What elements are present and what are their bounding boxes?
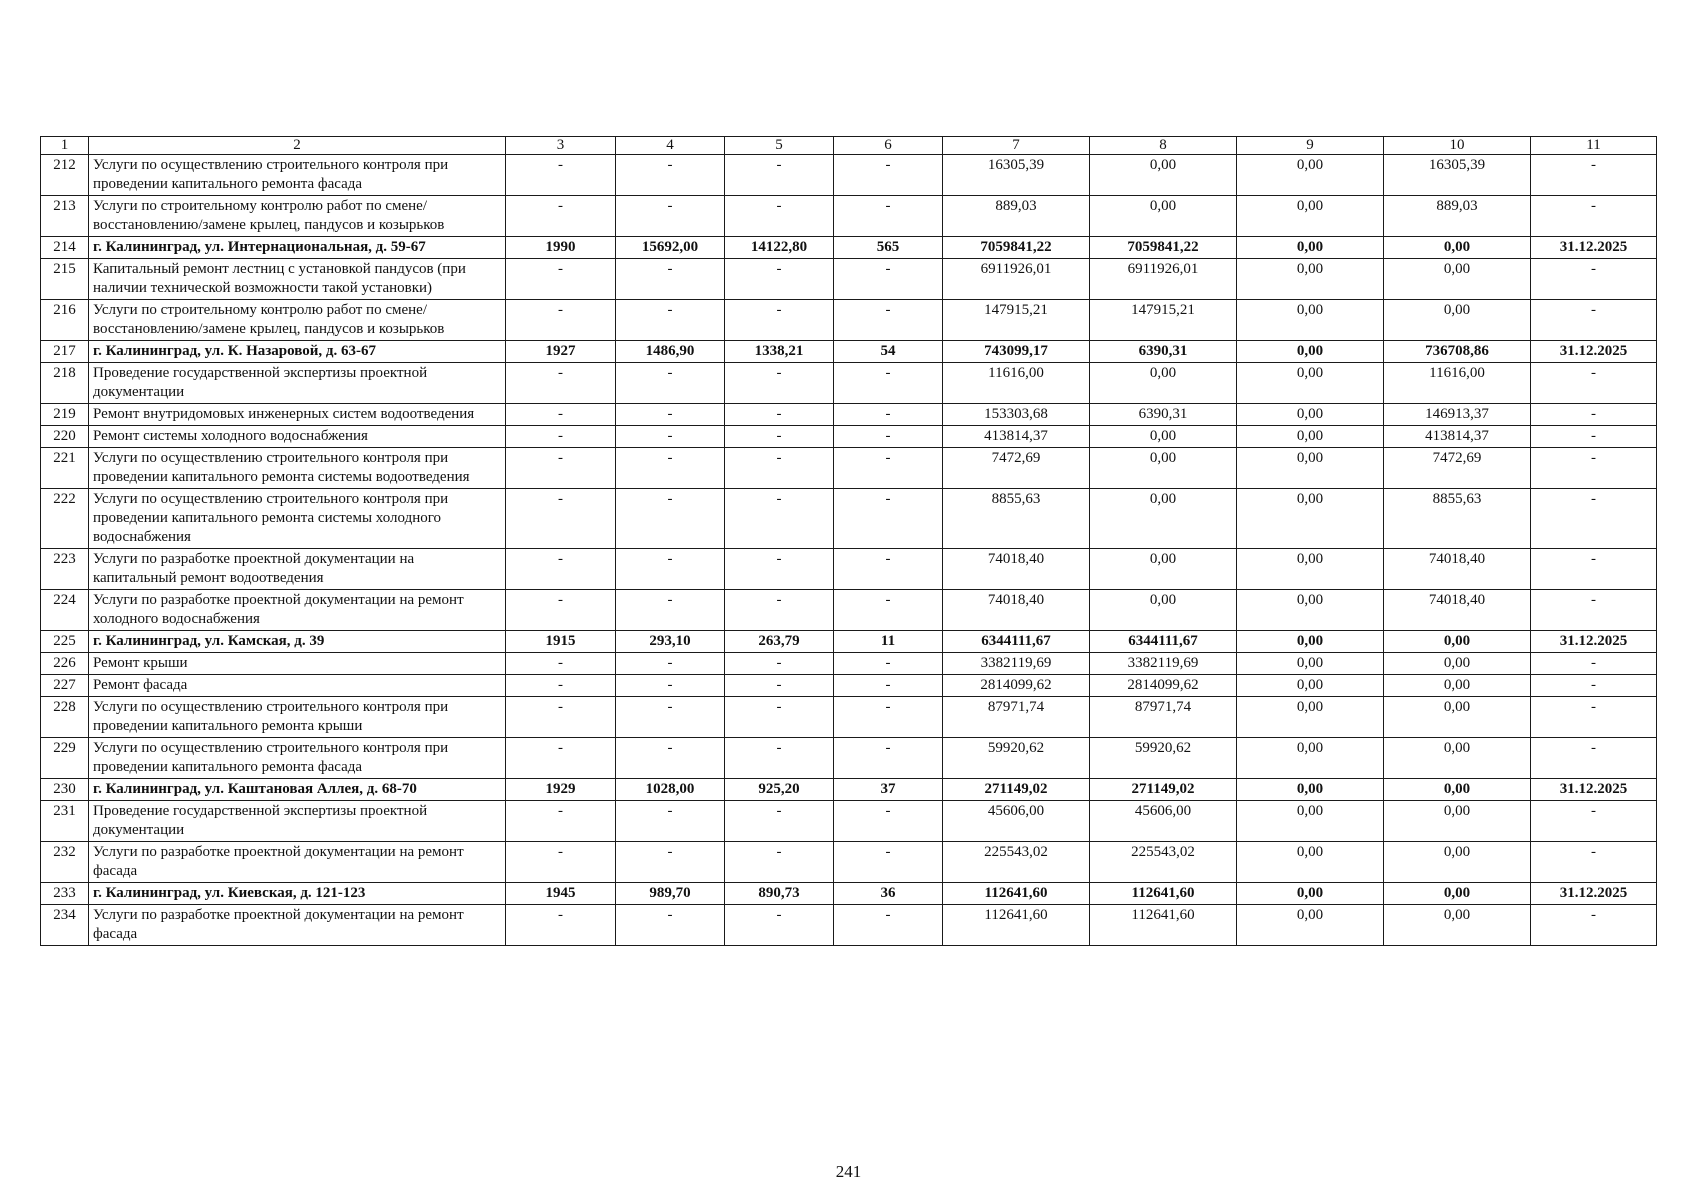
work-row [41, 300, 1657, 341]
col-10-value: 0,00 [1384, 675, 1531, 697]
col-9-value: 0,00 [1237, 738, 1384, 779]
col-10-value: 8855,63 [1384, 489, 1531, 549]
work-description: Услуги по осуществлению строительного контроля при проведении капитального ремонта фасада [89, 155, 506, 196]
col-7-value: 45606,00 [943, 801, 1090, 842]
row-number: 229 [41, 738, 89, 779]
work-row [41, 590, 1657, 631]
col-4-value: 293,10 [616, 631, 725, 653]
col-8-value: 6344111,67 [1090, 631, 1237, 653]
column-header: 5 [725, 137, 834, 155]
col-3-value: 1945 [506, 883, 616, 905]
col-11-value: 31.12.2025 [1531, 341, 1657, 363]
col-8-value: 112641,60 [1090, 905, 1237, 946]
work-row [41, 801, 1657, 842]
col-8-value: 112641,60 [1090, 883, 1237, 905]
work-description: г. Калининград, ул. К. Назаровой, д. 63-67 [89, 341, 506, 363]
col-3-value: - [506, 675, 616, 697]
col-3-value: - [506, 489, 616, 549]
col-8-value: 225543,02 [1090, 842, 1237, 883]
column-header: 1 [41, 137, 89, 155]
col-6-value: - [834, 738, 943, 779]
col-6-value: - [834, 300, 943, 341]
col-4-value: - [616, 196, 725, 237]
col-9-value: 0,00 [1237, 363, 1384, 404]
col-7-value: 11616,00 [943, 363, 1090, 404]
row-number: 217 [41, 341, 89, 363]
col-6-value: 54 [834, 341, 943, 363]
col-10-value: 0,00 [1384, 237, 1531, 259]
col-3-value: - [506, 549, 616, 590]
col-6-value: - [834, 404, 943, 426]
col-10-value: 736708,86 [1384, 341, 1531, 363]
col-9-value: 0,00 [1237, 549, 1384, 590]
col-8-value: 0,00 [1090, 363, 1237, 404]
col-8-value: 45606,00 [1090, 801, 1237, 842]
col-11-value: - [1531, 697, 1657, 738]
work-description: Проведение государственной экспертизы проектной документации [89, 363, 506, 404]
col-4-value: 1486,90 [616, 341, 725, 363]
col-3-value: 1927 [506, 341, 616, 363]
work-description: Ремонт системы холодного водоснабжения [89, 426, 506, 448]
work-description: г. Калининград, ул. Интернациональная, д. 59-67 [89, 237, 506, 259]
col-3-value: - [506, 842, 616, 883]
row-number: 227 [41, 675, 89, 697]
col-4-value: - [616, 590, 725, 631]
col-11-value: - [1531, 448, 1657, 489]
col-7-value: 87971,74 [943, 697, 1090, 738]
col-9-value: 0,00 [1237, 697, 1384, 738]
work-row [41, 675, 1657, 697]
address-row [41, 237, 1657, 259]
col-11-value: - [1531, 675, 1657, 697]
col-10-value: 0,00 [1384, 883, 1531, 905]
col-10-value: 889,03 [1384, 196, 1531, 237]
col-3-value: - [506, 697, 616, 738]
work-description: Услуги по осуществлению строительного контроля при проведении капитального ремонта фасада [89, 738, 506, 779]
col-5-value: - [725, 842, 834, 883]
col-3-value: - [506, 259, 616, 300]
row-number: 225 [41, 631, 89, 653]
table-body [41, 137, 1657, 946]
row-number: 230 [41, 779, 89, 801]
work-description: Услуги по строительному контролю работ по смене/восстановлению/замене крылец, пандусов и козырьков [89, 300, 506, 341]
work-row [41, 489, 1657, 549]
col-11-value: 31.12.2025 [1531, 883, 1657, 905]
row-number: 216 [41, 300, 89, 341]
work-row [41, 363, 1657, 404]
col-9-value: 0,00 [1237, 196, 1384, 237]
col-9-value: 0,00 [1237, 801, 1384, 842]
col-3-value: - [506, 653, 616, 675]
col-10-value: 146913,37 [1384, 404, 1531, 426]
work-description: г. Калининград, ул. Киевская, д. 121-123 [89, 883, 506, 905]
col-10-value: 0,00 [1384, 779, 1531, 801]
col-10-value: 74018,40 [1384, 590, 1531, 631]
col-3-value: 1915 [506, 631, 616, 653]
col-8-value: 2814099,62 [1090, 675, 1237, 697]
work-row [41, 426, 1657, 448]
col-9-value: 0,00 [1237, 631, 1384, 653]
col-8-value: 147915,21 [1090, 300, 1237, 341]
col-3-value: - [506, 155, 616, 196]
column-header: 9 [1237, 137, 1384, 155]
col-11-value: - [1531, 590, 1657, 631]
col-6-value: - [834, 448, 943, 489]
col-8-value: 0,00 [1090, 155, 1237, 196]
col-10-value: 0,00 [1384, 300, 1531, 341]
column-header: 7 [943, 137, 1090, 155]
col-11-value: - [1531, 738, 1657, 779]
col-11-value: - [1531, 842, 1657, 883]
col-8-value: 0,00 [1090, 196, 1237, 237]
col-3-value: - [506, 300, 616, 341]
col-3-value: - [506, 448, 616, 489]
work-description: Капитальный ремонт лестниц с установкой пандусов (при наличии технической возможности такой установки) [89, 259, 506, 300]
work-description: Услуги по осуществлению строительного контроля при проведении капитального ремонта системы холодного водоснабжения [89, 489, 506, 549]
col-9-value: 0,00 [1237, 155, 1384, 196]
col-3-value: - [506, 404, 616, 426]
col-5-value: - [725, 155, 834, 196]
col-7-value: 271149,02 [943, 779, 1090, 801]
col-4-value: - [616, 489, 725, 549]
col-9-value: 0,00 [1237, 404, 1384, 426]
col-7-value: 7059841,22 [943, 237, 1090, 259]
work-row [41, 155, 1657, 196]
work-description: Ремонт крыши [89, 653, 506, 675]
col-8-value: 6390,31 [1090, 404, 1237, 426]
work-row [41, 905, 1657, 946]
row-number: 231 [41, 801, 89, 842]
address-row [41, 341, 1657, 363]
col-6-value: - [834, 426, 943, 448]
row-number: 223 [41, 549, 89, 590]
column-header: 2 [89, 137, 506, 155]
row-number: 219 [41, 404, 89, 426]
col-11-value: - [1531, 549, 1657, 590]
col-10-value: 0,00 [1384, 842, 1531, 883]
column-header: 8 [1090, 137, 1237, 155]
col-5-value: - [725, 448, 834, 489]
col-3-value: - [506, 590, 616, 631]
row-number: 224 [41, 590, 89, 631]
work-description: Услуги по осуществлению строительного контроля при проведении капитального ремонта крыши [89, 697, 506, 738]
col-4-value: - [616, 363, 725, 404]
work-row [41, 549, 1657, 590]
col-9-value: 0,00 [1237, 300, 1384, 341]
col-4-value: - [616, 653, 725, 675]
col-11-value: - [1531, 426, 1657, 448]
row-number: 213 [41, 196, 89, 237]
col-4-value: - [616, 697, 725, 738]
col-7-value: 59920,62 [943, 738, 1090, 779]
col-7-value: 3382119,69 [943, 653, 1090, 675]
work-description: Проведение государственной экспертизы проектной документации [89, 801, 506, 842]
row-number: 226 [41, 653, 89, 675]
col-7-value: 2814099,62 [943, 675, 1090, 697]
col-9-value: 0,00 [1237, 883, 1384, 905]
col-5-value: - [725, 738, 834, 779]
col-11-value: - [1531, 905, 1657, 946]
col-4-value: 989,70 [616, 883, 725, 905]
work-row [41, 259, 1657, 300]
col-5-value: - [725, 905, 834, 946]
col-10-value: 11616,00 [1384, 363, 1531, 404]
col-8-value: 87971,74 [1090, 697, 1237, 738]
col-3-value: - [506, 196, 616, 237]
col-10-value: 7472,69 [1384, 448, 1531, 489]
col-3-value: - [506, 801, 616, 842]
work-description: Ремонт фасада [89, 675, 506, 697]
work-description: Услуги по разработке проектной документации на капитальный ремонт водоотведения [89, 549, 506, 590]
col-6-value: - [834, 801, 943, 842]
row-number: 221 [41, 448, 89, 489]
col-9-value: 0,00 [1237, 842, 1384, 883]
col-9-value: 0,00 [1237, 489, 1384, 549]
work-description: г. Калининград, ул. Камская, д. 39 [89, 631, 506, 653]
work-description: Услуги по разработке проектной документации на ремонт холодного водоснабжения [89, 590, 506, 631]
col-11-value: 31.12.2025 [1531, 779, 1657, 801]
col-8-value: 0,00 [1090, 426, 1237, 448]
work-description: Ремонт внутридомовых инженерных систем водоотведения [89, 404, 506, 426]
col-11-value: - [1531, 404, 1657, 426]
col-11-value: - [1531, 259, 1657, 300]
col-6-value: - [834, 842, 943, 883]
col-6-value: 36 [834, 883, 943, 905]
col-11-value: - [1531, 155, 1657, 196]
col-8-value: 271149,02 [1090, 779, 1237, 801]
col-8-value: 7059841,22 [1090, 237, 1237, 259]
col-5-value: - [725, 259, 834, 300]
row-number: 232 [41, 842, 89, 883]
col-7-value: 743099,17 [943, 341, 1090, 363]
col-5-value: - [725, 489, 834, 549]
col-6-value: 37 [834, 779, 943, 801]
row-number: 212 [41, 155, 89, 196]
col-7-value: 7472,69 [943, 448, 1090, 489]
col-9-value: 0,00 [1237, 779, 1384, 801]
col-9-value: 0,00 [1237, 448, 1384, 489]
col-5-value: - [725, 196, 834, 237]
col-5-value: 14122,80 [725, 237, 834, 259]
work-row [41, 448, 1657, 489]
col-7-value: 889,03 [943, 196, 1090, 237]
col-6-value: - [834, 155, 943, 196]
col-7-value: 74018,40 [943, 549, 1090, 590]
col-11-value: - [1531, 653, 1657, 675]
col-6-value: - [834, 590, 943, 631]
col-6-value: - [834, 697, 943, 738]
row-number: 214 [41, 237, 89, 259]
row-number: 220 [41, 426, 89, 448]
col-6-value: - [834, 489, 943, 549]
col-5-value: - [725, 404, 834, 426]
col-11-value: - [1531, 300, 1657, 341]
address-row [41, 779, 1657, 801]
work-description: г. Калининград, ул. Каштановая Аллея, д. 68-70 [89, 779, 506, 801]
col-6-value: - [834, 549, 943, 590]
col-9-value: 0,00 [1237, 653, 1384, 675]
work-description: Услуги по разработке проектной документации на ремонт фасада [89, 842, 506, 883]
col-8-value: 0,00 [1090, 489, 1237, 549]
row-number: 218 [41, 363, 89, 404]
col-3-value: - [506, 738, 616, 779]
col-5-value: 263,79 [725, 631, 834, 653]
column-header: 3 [506, 137, 616, 155]
col-5-value: - [725, 549, 834, 590]
column-header: 6 [834, 137, 943, 155]
col-10-value: 74018,40 [1384, 549, 1531, 590]
col-4-value: - [616, 404, 725, 426]
col-7-value: 16305,39 [943, 155, 1090, 196]
col-5-value: - [725, 653, 834, 675]
col-9-value: 0,00 [1237, 341, 1384, 363]
col-11-value: 31.12.2025 [1531, 237, 1657, 259]
col-6-value: - [834, 259, 943, 300]
col-6-value: - [834, 905, 943, 946]
col-10-value: 0,00 [1384, 653, 1531, 675]
col-4-value: - [616, 905, 725, 946]
col-5-value: - [725, 590, 834, 631]
col-10-value: 0,00 [1384, 631, 1531, 653]
col-4-value: - [616, 426, 725, 448]
row-number: 234 [41, 905, 89, 946]
address-row [41, 883, 1657, 905]
address-row [41, 631, 1657, 653]
col-5-value: - [725, 675, 834, 697]
col-6-value: 565 [834, 237, 943, 259]
col-11-value: - [1531, 196, 1657, 237]
col-3-value: - [506, 363, 616, 404]
col-6-value: - [834, 675, 943, 697]
col-4-value: 1028,00 [616, 779, 725, 801]
col-7-value: 153303,68 [943, 404, 1090, 426]
col-5-value: 890,73 [725, 883, 834, 905]
col-4-value: - [616, 738, 725, 779]
column-header: 10 [1384, 137, 1531, 155]
col-7-value: 112641,60 [943, 883, 1090, 905]
col-9-value: 0,00 [1237, 905, 1384, 946]
col-5-value: - [725, 300, 834, 341]
work-row [41, 738, 1657, 779]
col-4-value: - [616, 259, 725, 300]
row-number: 233 [41, 883, 89, 905]
col-10-value: 0,00 [1384, 697, 1531, 738]
col-11-value: - [1531, 489, 1657, 549]
col-5-value: - [725, 697, 834, 738]
col-6-value: 11 [834, 631, 943, 653]
col-7-value: 74018,40 [943, 590, 1090, 631]
col-11-value: - [1531, 801, 1657, 842]
col-6-value: - [834, 196, 943, 237]
col-9-value: 0,00 [1237, 237, 1384, 259]
col-9-value: 0,00 [1237, 675, 1384, 697]
work-description: Услуги по строительному контролю работ по смене/восстановлению/замене крылец, пандусов и козырьков [89, 196, 506, 237]
col-10-value: 413814,37 [1384, 426, 1531, 448]
column-number-header-row [41, 137, 1657, 155]
col-8-value: 0,00 [1090, 549, 1237, 590]
col-4-value: - [616, 675, 725, 697]
col-7-value: 6911926,01 [943, 259, 1090, 300]
col-7-value: 225543,02 [943, 842, 1090, 883]
col-7-value: 112641,60 [943, 905, 1090, 946]
col-9-value: 0,00 [1237, 259, 1384, 300]
col-10-value: 0,00 [1384, 259, 1531, 300]
column-header: 4 [616, 137, 725, 155]
work-description: Услуги по осуществлению строительного контроля при проведении капитального ремонта системы водоотведения [89, 448, 506, 489]
col-4-value: - [616, 300, 725, 341]
col-7-value: 147915,21 [943, 300, 1090, 341]
col-6-value: - [834, 363, 943, 404]
col-8-value: 3382119,69 [1090, 653, 1237, 675]
col-10-value: 16305,39 [1384, 155, 1531, 196]
work-description: Услуги по разработке проектной документации на ремонт фасада [89, 905, 506, 946]
row-number: 228 [41, 697, 89, 738]
col-5-value: - [725, 801, 834, 842]
col-5-value: 1338,21 [725, 341, 834, 363]
col-4-value: - [616, 549, 725, 590]
col-10-value: 0,00 [1384, 801, 1531, 842]
col-5-value: - [725, 363, 834, 404]
row-number: 215 [41, 259, 89, 300]
col-4-value: - [616, 448, 725, 489]
work-row [41, 404, 1657, 426]
col-6-value: - [834, 653, 943, 675]
col-4-value: - [616, 155, 725, 196]
col-3-value: - [506, 905, 616, 946]
col-8-value: 59920,62 [1090, 738, 1237, 779]
work-row [41, 196, 1657, 237]
col-4-value: - [616, 842, 725, 883]
col-3-value: - [506, 426, 616, 448]
col-9-value: 0,00 [1237, 590, 1384, 631]
col-7-value: 6344111,67 [943, 631, 1090, 653]
col-10-value: 0,00 [1384, 905, 1531, 946]
col-7-value: 8855,63 [943, 489, 1090, 549]
col-11-value: 31.12.2025 [1531, 631, 1657, 653]
col-9-value: 0,00 [1237, 426, 1384, 448]
col-8-value: 6390,31 [1090, 341, 1237, 363]
col-5-value: 925,20 [725, 779, 834, 801]
column-header: 11 [1531, 137, 1657, 155]
page-number: 241 [835, 1162, 862, 1181]
col-10-value: 0,00 [1384, 738, 1531, 779]
col-5-value: - [725, 426, 834, 448]
col-8-value: 0,00 [1090, 590, 1237, 631]
data-table [40, 136, 1657, 946]
col-4-value: - [616, 801, 725, 842]
work-row [41, 842, 1657, 883]
work-row [41, 697, 1657, 738]
col-7-value: 413814,37 [943, 426, 1090, 448]
col-8-value: 0,00 [1090, 448, 1237, 489]
col-3-value: 1929 [506, 779, 616, 801]
col-8-value: 6911926,01 [1090, 259, 1237, 300]
row-number: 222 [41, 489, 89, 549]
col-11-value: - [1531, 363, 1657, 404]
col-4-value: 15692,00 [616, 237, 725, 259]
col-3-value: 1990 [506, 237, 616, 259]
work-row [41, 653, 1657, 675]
